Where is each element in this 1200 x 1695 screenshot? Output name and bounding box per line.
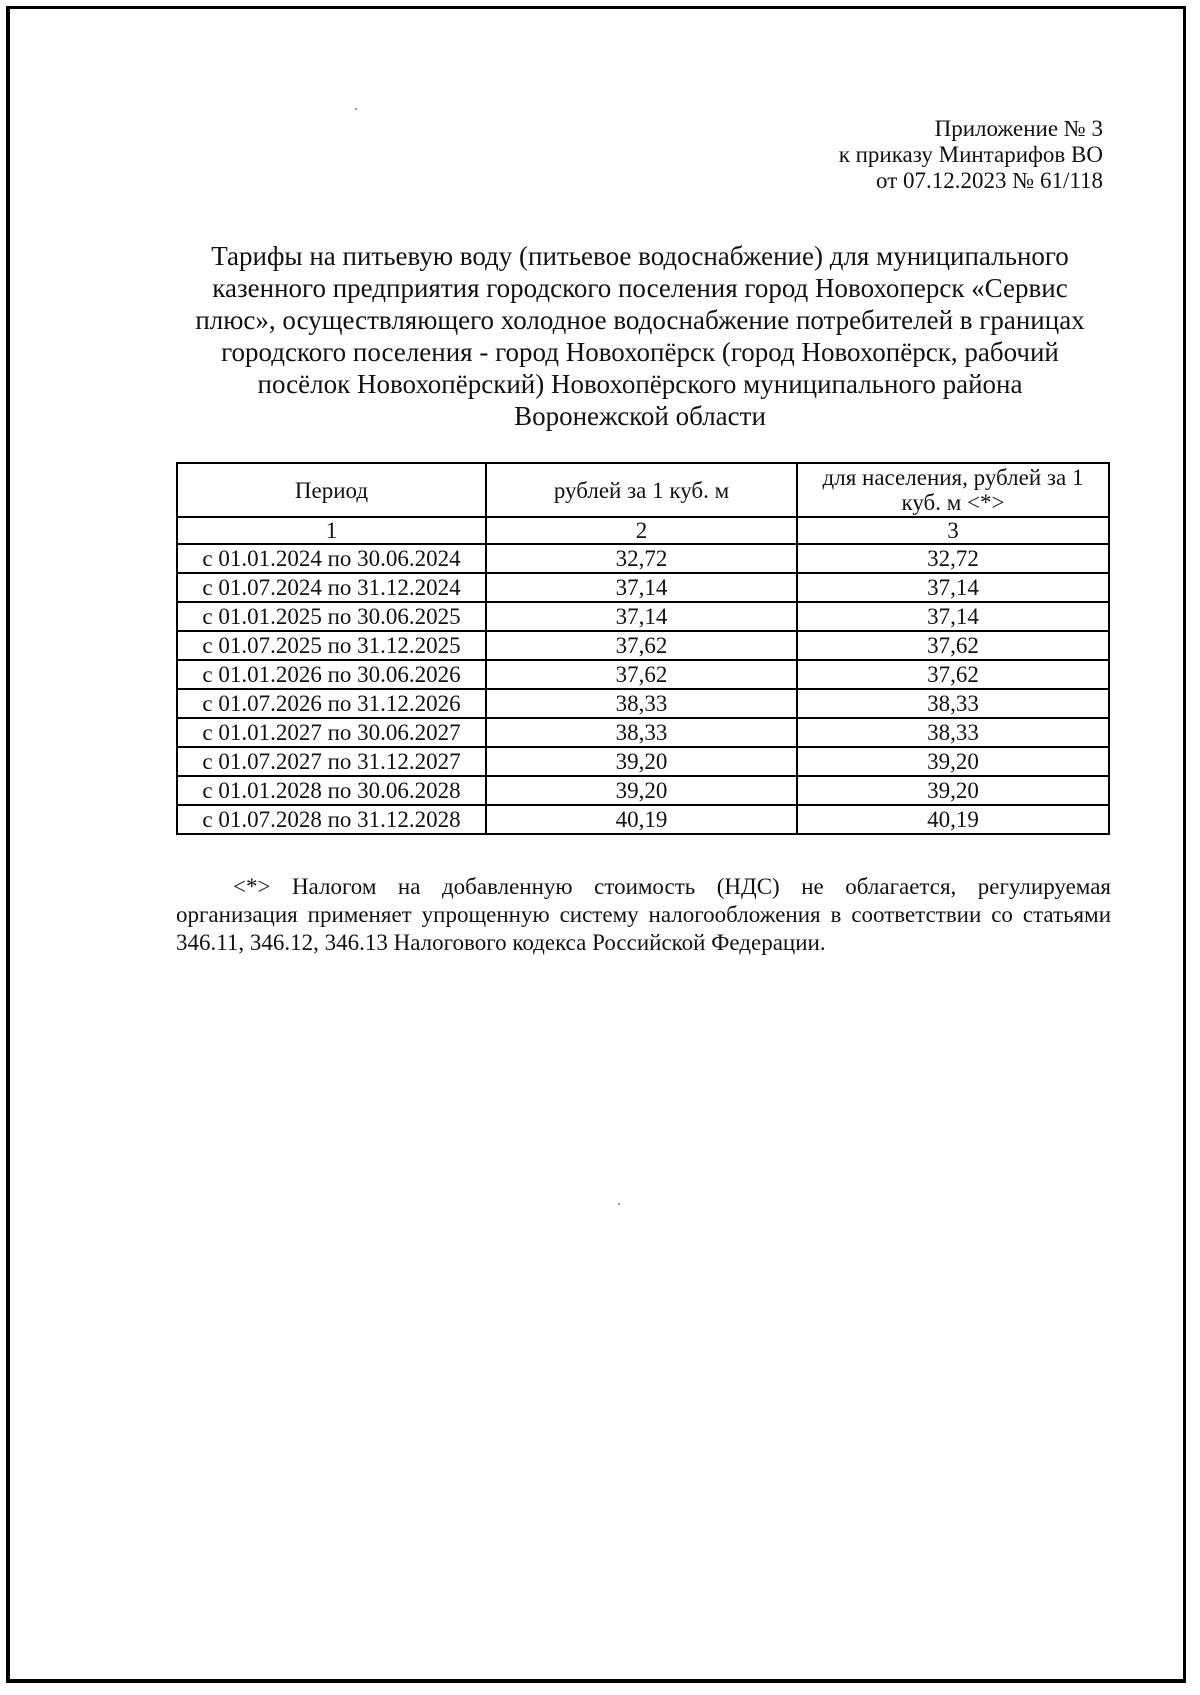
table-row (177, 718, 1109, 747)
column-number: 2 (486, 517, 797, 544)
price-cell: 39,20 (486, 747, 797, 776)
period-cell: с 01.07.2027 по 31.12.2027 (177, 747, 486, 776)
price-cell: 37,62 (486, 631, 797, 660)
appendix-order-ref: к приказу Минтарифов ВО (838, 142, 1103, 167)
header-period: Период (177, 463, 486, 517)
table-row (177, 602, 1109, 631)
population-price-cell: 39,20 (797, 747, 1109, 776)
price-cell: 37,14 (486, 602, 797, 631)
table-row (177, 631, 1109, 660)
price-cell: 38,33 (486, 718, 797, 747)
period-cell: с 01.01.2027 по 30.06.2027 (177, 718, 486, 747)
table-header-row (177, 463, 1109, 517)
price-cell: 37,62 (486, 660, 797, 689)
title-line: посёлок Новохопёрский) Новохопёрского муниципального района (257, 369, 1023, 399)
price-cell: 37,14 (486, 573, 797, 602)
table-row (177, 660, 1109, 689)
table-row (177, 689, 1109, 718)
period-cell: с 01.07.2026 по 31.12.2026 (177, 689, 486, 718)
price-cell: 40,19 (486, 805, 797, 834)
price-cell: 32,72 (486, 544, 797, 573)
table-row (177, 805, 1109, 834)
appendix-header (839, 116, 1103, 194)
price-cell: 38,33 (486, 689, 797, 718)
column-number-row (177, 517, 1109, 544)
title-line: Воронежской области (514, 401, 766, 431)
population-price-cell: 37,62 (797, 660, 1109, 689)
period-cell: с 01.01.2025 по 30.06.2025 (177, 602, 486, 631)
population-price-cell: 39,20 (797, 776, 1109, 805)
column-number: 3 (797, 517, 1109, 544)
table-row (177, 776, 1109, 805)
appendix-number: Приложение № 3 (934, 116, 1103, 141)
tariff-table (176, 462, 1110, 835)
table-row (177, 573, 1109, 602)
footnote-text: <*> Налогом на добавленную стоимость (НДС) не облагается, регулируемая организация применяет упрощенную систему налогообложения в соответствии со статьями 346.11, 346.12, 346.13 Налогового кодекса Российской Федерации. (176, 874, 1111, 955)
column-number: 1 (177, 517, 486, 544)
title-line: казенного предприятия городского поселения город Новохоперск «Сервис (212, 273, 1068, 303)
table-row (177, 544, 1109, 573)
table-row (177, 747, 1109, 776)
title-line: Тарифы на питьевую воду (питьевое водоснабжение) для муниципального (211, 241, 1069, 271)
population-price-cell: 38,33 (797, 689, 1109, 718)
period-cell: с 01.01.2024 по 30.06.2024 (177, 544, 486, 573)
population-price-cell: 40,19 (797, 805, 1109, 834)
period-cell: с 01.01.2026 по 30.06.2026 (177, 660, 486, 689)
title-line: городского поселения - город Новохопёрск (город Новохопёрск, рабочий (221, 337, 1059, 367)
period-cell: с 01.07.2025 по 31.12.2025 (177, 631, 486, 660)
footnote (176, 873, 1111, 957)
population-price-cell: 37,14 (797, 602, 1109, 631)
price-cell: 39,20 (486, 776, 797, 805)
scan-speck (355, 108, 357, 110)
period-cell: с 01.07.2024 по 31.12.2024 (177, 573, 486, 602)
period-cell: с 01.01.2028 по 30.06.2028 (177, 776, 486, 805)
scan-speck (618, 1203, 620, 1205)
population-price-cell: 37,14 (797, 573, 1109, 602)
population-price-cell: 32,72 (797, 544, 1109, 573)
population-price-cell: 37,62 (797, 631, 1109, 660)
period-cell: с 01.07.2028 по 31.12.2028 (177, 805, 486, 834)
header-price: рублей за 1 куб. м (486, 463, 797, 517)
header-price-population: для населения, рублей за 1 куб. м <*> (797, 463, 1109, 517)
document-title (160, 240, 1120, 432)
appendix-order-date: от 07.12.2023 № 61/118 (876, 168, 1103, 193)
title-line: плюс», осуществляющего холодное водоснабжение потребителей в границах (195, 305, 1085, 335)
population-price-cell: 38,33 (797, 718, 1109, 747)
